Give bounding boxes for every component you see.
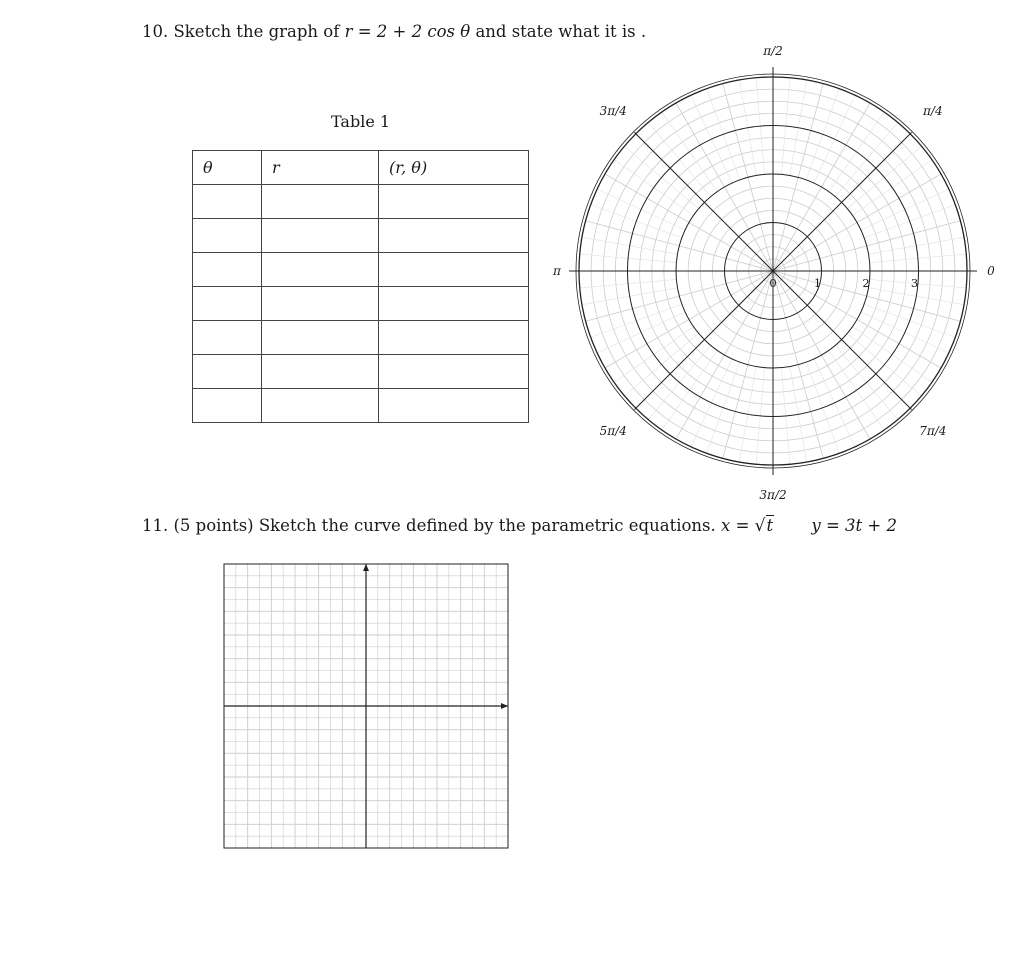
question-text: Sketch the graph of (173, 22, 340, 41)
table-cell[interactable] (262, 321, 379, 355)
table-cell[interactable] (262, 389, 379, 423)
table-cell[interactable] (379, 253, 529, 287)
radicand: t (766, 516, 774, 535)
header-theta: θ (193, 151, 262, 185)
table-cell[interactable] (193, 389, 262, 423)
polar-label-3pi-2: 3π/2 (759, 488, 787, 500)
question-10 (142, 22, 646, 41)
y-equation: y = 3t + 2 (811, 516, 897, 535)
polar-label-5pi-4: 5π/4 (599, 423, 627, 438)
table-cell[interactable] (193, 219, 262, 253)
table-cell[interactable] (379, 219, 529, 253)
table-row (193, 185, 529, 219)
table-row (193, 219, 529, 253)
y-axis-arrow-icon (363, 564, 369, 571)
table-cell[interactable] (379, 355, 529, 389)
table-row (193, 287, 529, 321)
values-table (192, 150, 529, 423)
polar-grid (540, 40, 1000, 500)
table-cell[interactable] (193, 287, 262, 321)
table-cell[interactable] (193, 321, 262, 355)
table-cell[interactable] (193, 355, 262, 389)
table-row (193, 321, 529, 355)
header-r: r (262, 151, 379, 185)
polar-label-pi-2: π/2 (763, 44, 783, 58)
polar-radius-label: 0 (769, 276, 777, 290)
table-cell[interactable] (193, 253, 262, 287)
table-row (193, 355, 529, 389)
table-cell[interactable] (262, 185, 379, 219)
points-label: (5 points) (173, 516, 254, 535)
table-cell[interactable] (379, 321, 529, 355)
cartesian-axes (224, 564, 508, 848)
sqrt-icon: √ (754, 516, 766, 536)
polar-label-0: 0 (987, 264, 995, 278)
table-cell[interactable] (379, 389, 529, 423)
table-body (193, 185, 529, 423)
polar-radius-label: 2 (862, 276, 870, 290)
question-text-end: and state what it is . (475, 22, 647, 41)
polar-label-7pi-4: 7π/4 (919, 423, 947, 438)
table-cell[interactable] (262, 253, 379, 287)
table-header-row (193, 151, 529, 185)
polar-label-pi-4: π/4 (923, 104, 943, 119)
question-number: 10. (142, 22, 169, 41)
table-row (193, 389, 529, 423)
polar-label-pi: π (553, 264, 561, 278)
table-cell[interactable] (262, 355, 379, 389)
x-axis-arrow-icon (501, 703, 508, 709)
polar-radius-label: 1 (813, 276, 822, 290)
x-equation-prefix: x = (721, 516, 750, 535)
table-cell[interactable] (379, 185, 529, 219)
equation: r = 2 + 2 cos θ (344, 22, 471, 41)
table-cell[interactable] (262, 287, 379, 321)
question-11 (142, 516, 897, 536)
polar-major-grid (569, 67, 977, 475)
header-point: (r, θ) (379, 151, 529, 185)
cartesian-grid (220, 560, 520, 860)
table-cell[interactable] (262, 219, 379, 253)
sqrt-expression (755, 516, 774, 536)
polar-radius-label: 3 (910, 276, 919, 290)
table-caption: Table 1 (331, 112, 391, 131)
question-text: Sketch the curve defined by the parametric equations. (258, 516, 716, 535)
table-cell[interactable] (193, 185, 262, 219)
table-cell[interactable] (379, 287, 529, 321)
polar-label-3pi-4: 3π/4 (599, 104, 627, 119)
question-number: 11. (142, 516, 169, 535)
table-row (193, 253, 529, 287)
